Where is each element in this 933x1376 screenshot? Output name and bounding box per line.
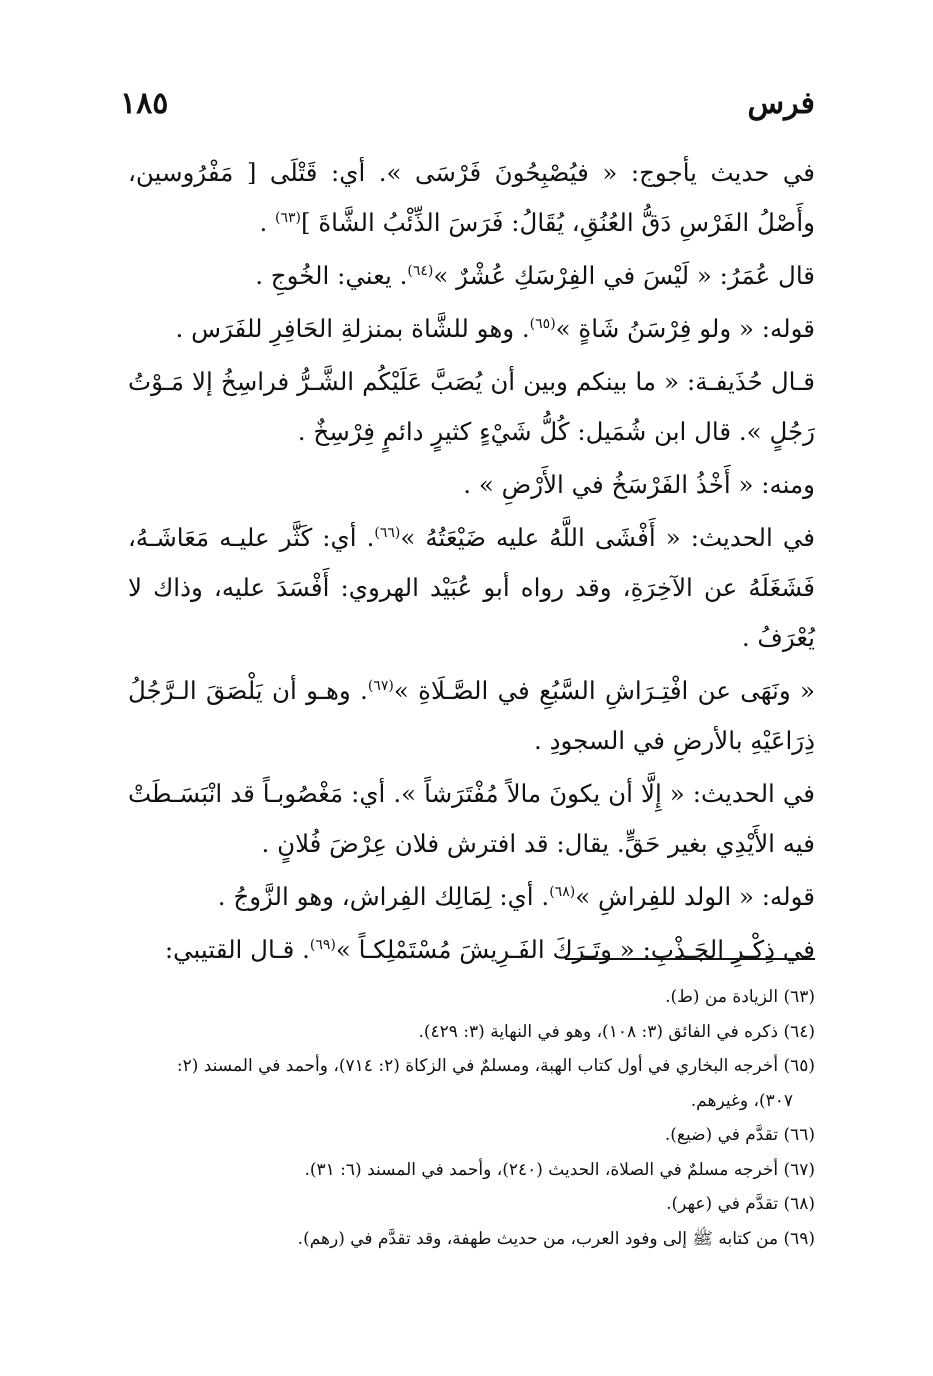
footnote-continuation: ٣٠٧)، وغيرهم.: [690, 1090, 793, 1111]
footnote: (٦٤) ذكره في الفائق (٣: ١٠٨)، وهو في النهاية (٣: ٤٢٩).: [418, 1021, 815, 1042]
paragraph: في ذِكْـرِ الجَـذْبِ: « وتَـرَكَ الفَـرِيشَ مُسْتَمْلِكـاً »$^{(٦٩)}$. قـال القتيبي:: [164, 935, 815, 964]
footnotes: [128, 980, 815, 1256]
paragraph: قوله: « الولد للفِراشِ »$^{(٦٨)}$. أي: لِمَالِك الفِراش، وهو الزَّوجُ .: [217, 882, 815, 911]
footnote: (٦٥) أخرجه البخاري في أول كتاب الهبة، ومسلمٌ في الزكاة (٢: ٧١٤)، وأحمد في المسند (٢:: [176, 1056, 815, 1076]
footnote-ref: (٦٥): [529, 315, 556, 332]
footnote: (٦٧) أخرجه مسلمٌ في الصلاة، الحديث (٢٤٠)، وأحمد في المسند (٦: ٣١).: [304, 1159, 815, 1180]
paragraph: في الحديث: « أَفْشَى اللَّهُ عليه ضَيْعَتُهُ »$^{(٦٦)}$. أي: كَثَّر عليـه مَعَاشَـهُ، فَشَغَلَهُ عن الآخِرَةِ، وقد رواه أبو عُبَيْد الهروي: أَفْسَدَ عليه، وذاك لا يُعْرَفُ .: [128, 523, 816, 652]
paragraph: في الحديث: « إِلَّا أن يكونَ مالاً مُفْتَرَشاً ». أي: مَغْصُوبـاً قد انْبَسَـطَتْ فيه الأَيْدِي بغير حَقٍّ. يقال: قد افترش فلان عِرْضَ فُلانٍ .: [128, 779, 815, 858]
footnote-separator: [565, 958, 815, 960]
footnote-ref: (٦٧): [367, 677, 394, 694]
footnote-ref: (٦٨): [549, 883, 576, 900]
main-text: [128, 148, 815, 978]
footnote-ref: (٦٦): [374, 524, 401, 541]
paragraph: « ونَهَى عن افْتِـرَاشِ السَّبُعِ في الصَّـلَاةِ »$^{(٦٧)}$. وهـو أن يَلْصَقَ الـرَّجُلُ ذِرَاعَيْهِ بالأرضِ في السجودِ .: [128, 676, 815, 755]
footnote-ref: (٦٤): [407, 262, 434, 279]
paragraph: قـال حُذَيفـة: « ما بينكم وبين أن يُصَبَّ عَلَيْكُم الشَّـرُّ فراسِخُ إلا مَـوْتُ رَجُلٍ ». قال ابن شُمَيل: كُلُّ شَيْءٍ كثيرٍ دائمٍ فِرْسِخٌ .: [128, 367, 815, 446]
footnote-ref: (٦٣): [275, 209, 301, 226]
footnote: (٦٦) تقدَّم في (ضيع).: [664, 1125, 815, 1145]
paragraph: قوله: « ولو فِرْسَنُ شَاةٍ »$^{(٦٥)}$. وهو للشَّاة بمنزلةِ الحَافِرِ للفَرَس .: [175, 314, 815, 343]
footnote-ref: (٦٩): [309, 936, 336, 953]
page-number: ١٨٥: [120, 85, 169, 121]
paragraph: قال عُمَرُ: « لَيْسَ في الفِرْسَكِ عُشْرٌ »$^{(٦٤)}$. يعني: الخُوجِ .: [255, 261, 815, 290]
paragraph: في حديث يأجوج: « فيُصْبِحُونَ فَرْسَى ». أي: قَتْلَى [ مَفْرُوسين، وأَصْلُ الفَرْسِ دَقُّ العُنُقِ، يُقَالُ: فَرَسَ الذِّئْبُ الشَّاةَ ]$^{(٦٣)}$ .: [128, 158, 815, 237]
running-header: [120, 78, 815, 128]
footnote: (٦٨) تقدَّم في (عهر).: [666, 1194, 815, 1214]
footnote: (٦٣) الزيادة من (ط).: [665, 987, 815, 1007]
paragraph: ومنه: « أَخْذُ الفَرْسَخُ في الأَرْضِ » .: [463, 470, 815, 499]
footnote: (٦٩) من كتابه ﷺ إلى وفود العرب، من حديث طهفة، وقد تقدَّم في (رهم).: [297, 1228, 815, 1249]
header-entry-word: فرس: [747, 85, 815, 121]
